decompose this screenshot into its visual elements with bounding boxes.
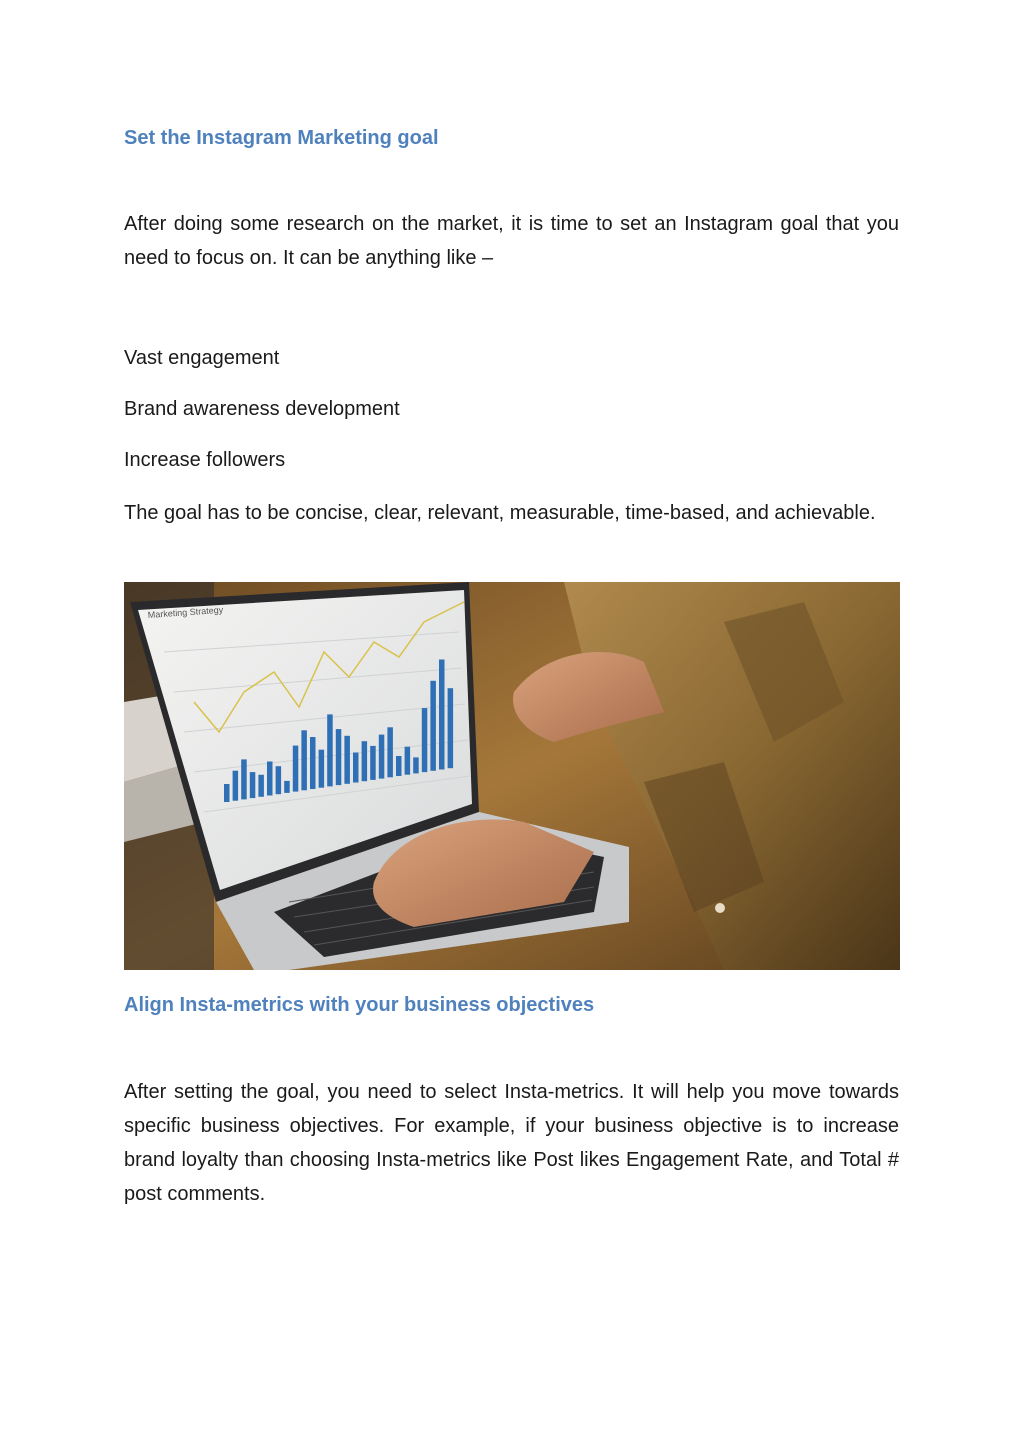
screen-chart-bar bbox=[430, 681, 436, 771]
screen-chart-bar bbox=[293, 746, 299, 792]
screen-chart-bar bbox=[448, 688, 454, 768]
section-heading-goal: Set the Instagram Marketing goal bbox=[124, 127, 439, 149]
screen-chart-bar bbox=[362, 741, 368, 781]
screen-chart-bar bbox=[241, 759, 247, 799]
screen-chart-bar bbox=[396, 756, 402, 776]
screen-chart-bar bbox=[310, 737, 316, 789]
screen-chart-bar bbox=[439, 660, 445, 770]
screen-chart-bar bbox=[336, 729, 342, 785]
goal-item-followers: Increase followers bbox=[124, 449, 286, 471]
screen-chart-bar bbox=[422, 708, 428, 772]
metrics-paragraph: After setting the goal, you need to select Insta-metrics. It will help you move towards specific business objectives. For example, if your business objective is to increase brand loyalty than choosing Insta-metrics like Post likes Engagement Rate, and Total # post comments. bbox=[124, 1081, 899, 1205]
screen-chart-bar bbox=[327, 714, 333, 786]
screen-chart-bar bbox=[387, 727, 393, 777]
section-heading-metrics: Align Insta-metrics with your business objectives bbox=[124, 994, 595, 1016]
screen-chart-bar bbox=[370, 746, 376, 780]
screen-chart-bar bbox=[250, 772, 256, 798]
screen-chart-bar bbox=[413, 757, 419, 773]
screen-chart-bar bbox=[258, 775, 264, 797]
screen-chart-bar bbox=[319, 750, 325, 788]
intro-paragraph: After doing some research on the market, it is time to set an Instagram goal that you need to focus on. It can be anything like – bbox=[124, 213, 899, 269]
screen-chart-bar bbox=[284, 781, 290, 793]
goal-item-engagement: Vast engagement bbox=[124, 347, 280, 369]
screen-chart-bar bbox=[405, 747, 411, 775]
photo-illustration bbox=[124, 582, 900, 970]
screen-title: Marketing Strategy bbox=[147, 604, 224, 620]
laptop-analytics-photo bbox=[124, 582, 900, 970]
screen-chart-bar bbox=[344, 736, 350, 784]
goal-item-brand-awareness: Brand awareness development bbox=[124, 398, 400, 420]
screen-chart-bar bbox=[301, 730, 307, 790]
screen-chart-bar bbox=[224, 784, 230, 802]
screen-chart-bar bbox=[233, 771, 239, 801]
screen-chart-bar bbox=[379, 735, 385, 779]
screen-chart-bar bbox=[276, 766, 282, 794]
screen-chart-bar bbox=[353, 753, 359, 783]
goal-criteria-paragraph: The goal has to be concise, clear, relevant, measurable, time-based, and achievable. bbox=[124, 502, 876, 524]
screen-chart-bar bbox=[267, 762, 273, 796]
